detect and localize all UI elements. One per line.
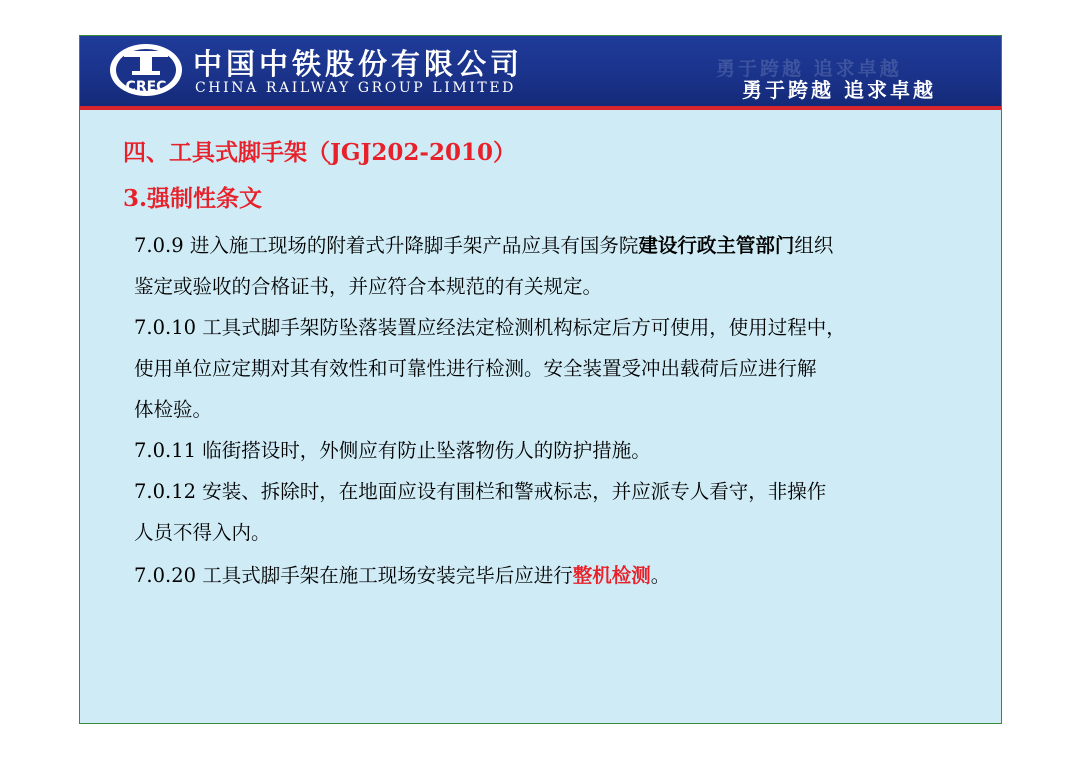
logo-text: CREC <box>125 79 167 95</box>
text-run: 。 <box>650 564 671 587</box>
highlight-red: 整机检测 <box>572 564 651 587</box>
clause-7-0-12-line-2: 人员不得入内。 <box>134 521 271 544</box>
clause-7-0-9-line-2: 鉴定或验收的合格证书，并应符合本规范的有关规定。 <box>134 275 603 298</box>
section-subtitle: 3.强制性条文 <box>123 185 263 212</box>
slogan: 勇于跨越 追求卓越 <box>742 78 936 102</box>
crec-logo-icon <box>106 41 186 99</box>
slide <box>79 35 1002 724</box>
clause-7-0-10-line-1: 7.0.10 工具式脚手架防坠落装置应经法定检测机构标定后方可使用，使用过程中， <box>134 316 846 339</box>
company-name-en: CHINA RAILWAY GROUP LIMITED <box>195 80 516 96</box>
clause-7-0-10-line-3: 体检验。 <box>134 398 213 421</box>
company-name-cn: 中国中铁股份有限公司 <box>193 47 524 81</box>
text-run: 7.0.9 进入施工现场的附着式升降脚手架产品应具有国务院 <box>134 234 639 257</box>
text-run: 组织 <box>794 234 834 257</box>
section-title: 四、工具式脚手架（JGJ202-2010） <box>123 139 516 166</box>
highlight-bold: 建设行政主管部门 <box>638 234 795 257</box>
clause-7-0-11: 7.0.11 临街搭设时，外侧应有防止坠落物伤人的防护措施。 <box>134 439 651 462</box>
clause-7-0-9-line-1 <box>134 230 833 258</box>
clause-7-0-10-line-2: 使用单位应定期对其有效性和可靠性进行检测。安全装置受冲出载荷后应进行解 <box>134 357 817 380</box>
header-divider <box>80 106 1001 110</box>
slogan-watermark: 勇于跨越 追求卓越 <box>716 58 902 80</box>
clause-7-0-12-line-1: 7.0.12 安装、拆除时，在地面应设有围栏和警戒标志，并应派专人看守，非操作 <box>134 480 827 503</box>
clause-7-0-20 <box>134 560 670 588</box>
text-run: 7.0.20 工具式脚手架在施工现场安装完毕后应进行 <box>134 564 573 587</box>
header-banner <box>80 36 1001 106</box>
